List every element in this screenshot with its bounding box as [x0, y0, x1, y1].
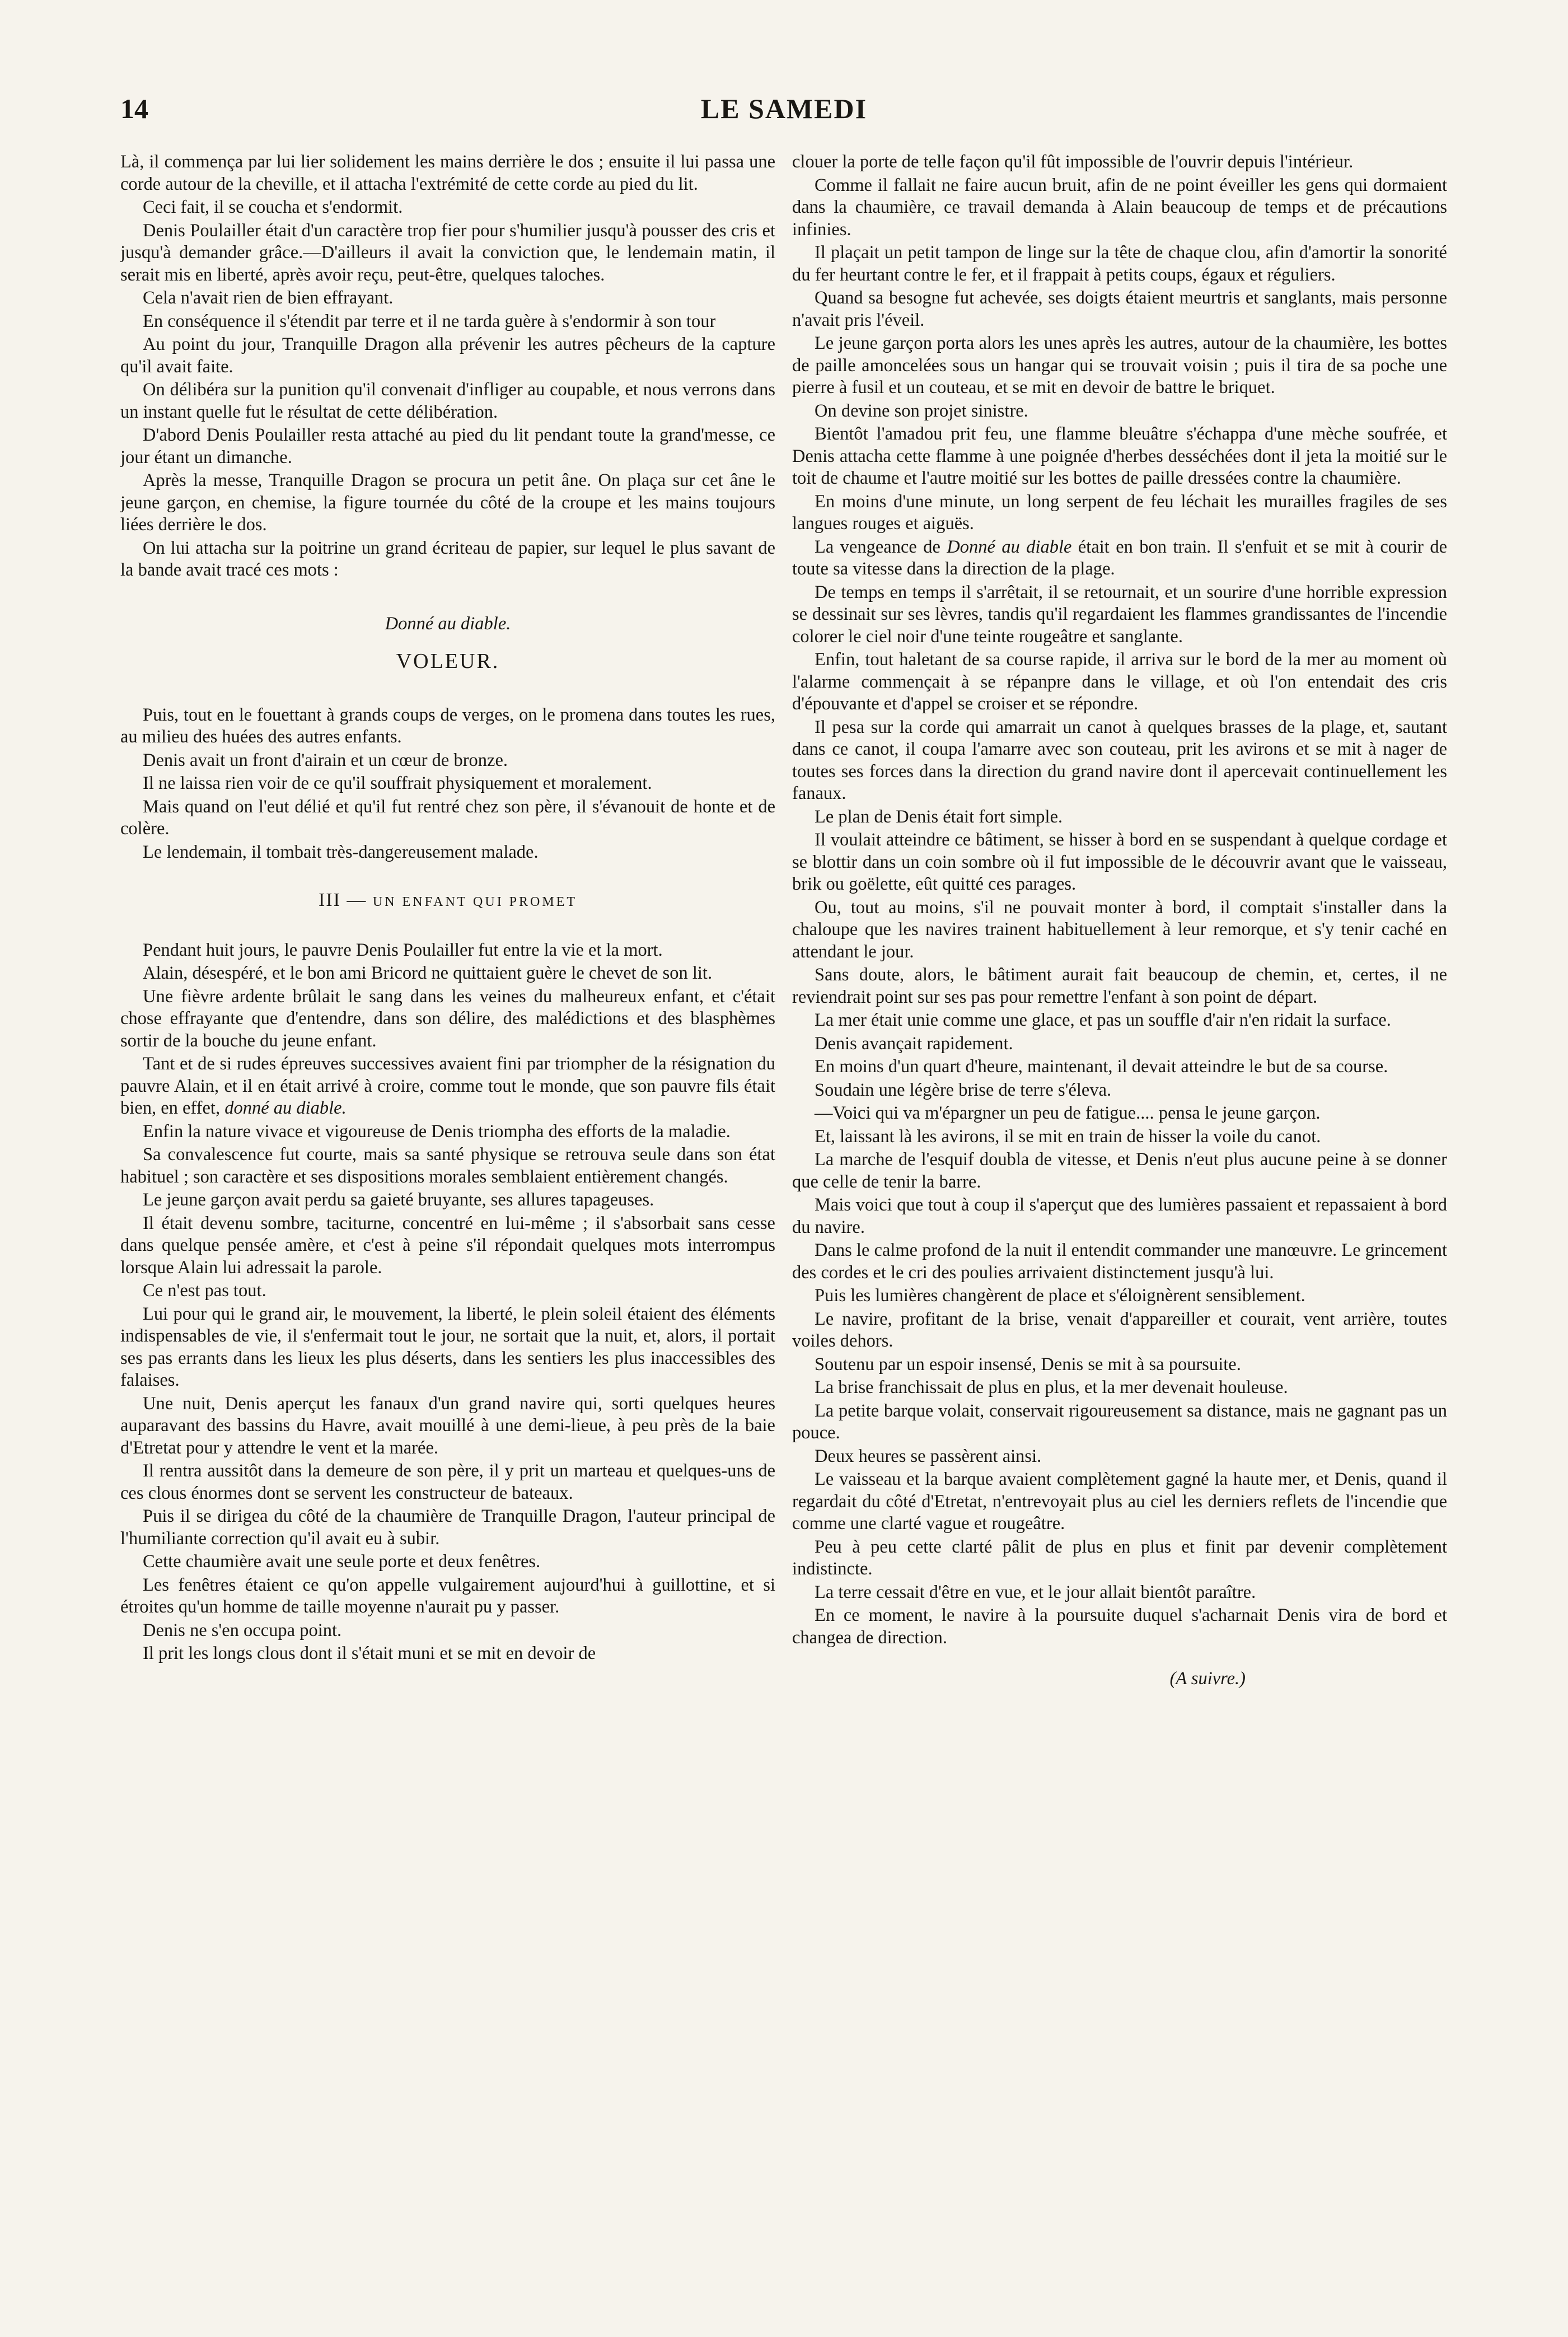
paragraph: Comme il fallait ne faire aucun bruit, afin de ne point éveiller les gens qui dormaient dans la chaumière, ce travail demanda à Alain beaucoup de temps et de précautions infinies.	[792, 175, 1447, 240]
paragraph-text: était en bon train. Il s'enfuit et se mit à courir de toute sa vitesse dans la direction de la plage.	[792, 536, 1447, 579]
paragraph: Ce n'est pas tout.	[143, 1280, 266, 1301]
paragraph: En ce moment, le navire à la poursuite duquel s'acharnait Denis vira de bord et changea de direction.	[792, 1605, 1447, 1648]
page-header	[120, 92, 1448, 132]
paragraph: Puis, tout en le fouettant à grands coups de verges, on le promena dans toutes les rues, au milieu des huées des autres enfants.	[120, 704, 775, 747]
paragraph: La mer était unie comme une glace, et pas un souffle d'air n'en ridait la surface.	[815, 1010, 1391, 1030]
paragraph: Enfin la nature vivace et vigoureuse de Denis triompha des efforts de la maladie.	[143, 1121, 731, 1142]
chapter-title: UN ENFANT QUI PROMET	[372, 895, 578, 909]
paragraph: Il pesa sur la corde qui amarrait un canot à quelques brasses de la plage, et, sautant dans ce canot, il coupa l'amarre avec son couteau, prit les avirons et se mit à nager de toutes ses forces dans la direction du grand navire dont il apercevait continuellement les fanaux.	[792, 717, 1447, 803]
paragraph: Sans doute, alors, le bâtiment aurait fait beaucoup de chemin, et, certes, il ne reviendrait point sur ses pas pour remettre l'enfant à son point de départ.	[792, 965, 1447, 1007]
italic-phrase: Donné au diable	[947, 536, 1072, 557]
paragraph: Il prit les longs clous dont il s'était muni et se mit en devoir de	[143, 1643, 596, 1663]
paragraph: Denis avançait rapidement.	[815, 1033, 1013, 1054]
paragraph: Il rentra aussitôt dans la demeure de son père, il y prit un marteau et quelques-uns de ces clous énormes dont se servent les constructeur de bateaux.	[120, 1461, 775, 1503]
paragraph: Une nuit, Denis aperçut les fanaux d'un grand navire qui, sorti quelques heures auparavant des bassins du Havre, avait mouillé à une demi-lieue, à peu près de la baie d'Etretat pour y attendre le vent et la marée.	[120, 1393, 775, 1458]
paragraph: Cette chaumière avait une seule porte et deux fenêtres.	[143, 1551, 541, 1572]
paragraph: Enfin, tout haletant de sa course rapide, il arriva sur le bord de la mer au moment où l'alarme commençait à se répanpre dans le village, et où l'on entendait des cris d'épouvante et d'appel se croiser et se répondre.	[792, 649, 1447, 714]
paragraph: Denis avait un front d'airain et un cœur de bronze.	[143, 750, 508, 770]
paragraph: Le plan de Denis était fort simple.	[815, 806, 1063, 827]
paragraph: clouer la porte de telle façon qu'il fût impossible de l'ouvrir depuis l'intérieur.	[792, 152, 1354, 172]
right-column	[792, 151, 1447, 2256]
paragraph: De temps en temps il s'arrêtait, il se retournait, et un sourire d'une horrible expression se dessinait sur ses lèvres, tandis qu'il regardaient les flammes grandissantes de l'incendie colorer le ciel noir d'une teinte rougeâtre et sanglante.	[792, 582, 1447, 647]
paragraph: Mais quand on l'eut délié et qu'il fut rentré chez son père, il s'évanouit de honte et de colère.	[120, 796, 775, 839]
to-be-continued: (A suivre.)	[1169, 1668, 1246, 1689]
italic-phrase: donné au diable.	[224, 1098, 347, 1118]
paragraph: Une fièvre ardente brûlait le sang dans les veines du malheureux enfant, et c'était chose effrayante que d'entendre, dans son délire, des malédictions et des blasphèmes sortir de la bouche du jeune enfant.	[120, 986, 775, 1051]
paragraph: La brise franchissait de plus en plus, et la mer devenait houleuse.	[815, 1377, 1288, 1397]
placard-quote: Donné au diable.	[385, 613, 511, 634]
paragraph: Le jeune garçon avait perdu sa gaieté bruyante, ses allures tapageuses.	[143, 1190, 654, 1210]
paragraph: En moins d'un quart d'heure, maintenant, il devait atteindre le but de sa course.	[815, 1057, 1388, 1077]
paragraph: Dans le calme profond de la nuit il entendit commander une manœuvre. Le grincement des cordes et le cri des poulies arrivaient distinctement jusqu'à lui.	[792, 1240, 1447, 1283]
paragraph: Bientôt l'amadou prit feu, une flamme bleuâtre s'échappa d'une mèche soufrée, et Denis attacha cette flamme à une poignée d'herbes desséchées dont il jeta la moitié sur le toit de chaume et l'autre moitié sur les bottes de paille dressées contre la chaumière.	[792, 424, 1447, 488]
paragraph-text: La vengeance de	[815, 536, 947, 557]
paragraph: Puis il se dirigea du côté de la chaumière de Tranquille Dragon, l'auteur principal de l'humiliante correction qu'il avait eu à subir.	[120, 1506, 775, 1549]
chapter-number: III —	[318, 890, 367, 910]
paragraph: Mais voici que tout à coup il s'aperçut que des lumières passaient et repassaient à bord du navire.	[792, 1195, 1447, 1237]
paragraph: Puis les lumières changèrent de place et s'éloignèrent sensiblement.	[815, 1286, 1305, 1306]
paragraph: Denis Poulailler était d'un caractère trop fier pour s'humilier jusqu'à pousser des cris et jusqu'à demander grâce.—D'ailleurs il avait la conviction que, le lendemain matin, il serait mis en liberté, après avoir reçu, peut-être, quelques taloches.	[120, 220, 775, 285]
paragraph: D'abord Denis Poulailler resta attaché au pied du lit pendant toute la grand'messe, ce jour étant un dimanche.	[120, 425, 775, 468]
paragraph	[120, 1053, 775, 1120]
paragraph: Le jeune garçon porta alors les unes après les autres, autour de la chaumière, les bottes de paille amoncelées sous un hangar qui se trouvait voisin ; puis il tira de sa poche une pierre à fusil et un couteau, et se mit en devoir de battre le briquet.	[792, 333, 1447, 398]
paragraph: Le lendemain, il tombait très-dangereusement malade.	[143, 842, 539, 862]
paragraph: Le navire, profitant de la brise, venait d'appareiller et courait, vent arrière, toutes voiles dehors.	[792, 1308, 1447, 1351]
paragraph: Et, laissant là les avirons, il se mit en train de hisser la voile du canot.	[815, 1126, 1321, 1147]
paragraph: Il voulait atteindre ce bâtiment, se hisser à bord en se suspendant à quelque cordage et se blottir dans un coin sombre où il fut impossible de le découvrir avant que le vaisseau, brik ou goëlette, eût quitté ces parages.	[792, 830, 1447, 894]
running-title: LE SAMEDI	[700, 93, 868, 124]
paragraph: Peu à peu cette clarté pâlit de plus en plus et finit par devenir complètement indistincte.	[792, 1536, 1447, 1579]
paragraph: Quand sa besogne fut achevée, ses doigts étaient meurtris et sanglants, mais personne n'avait pris l'éveil.	[792, 288, 1447, 330]
paragraph: Soutenu par un espoir insensé, Denis se mit à sa poursuite.	[815, 1354, 1241, 1375]
chapter-heading	[120, 889, 775, 914]
paragraph: Au point du jour, Tranquille Dragon alla prévenir les autres pêcheurs de la capture qu'il avait faite.	[120, 334, 775, 377]
paragraph: Il ne laissa rien voir de ce qu'il souffrait physiquement et moralement.	[143, 773, 652, 793]
paragraph: Lui pour qui le grand air, le mouvement, la liberté, le plein soleil étaient des éléments indispensables de vie, il s'enfermait tout le jour, ne sortait que la nuit, et, alors, il portait ses pas errants dans les lieux les plus déserts, dans les sentiers les plus inaccessibles des falaises.	[120, 1303, 775, 1390]
paragraph: Il était devenu sombre, taciturne, concentré en lui-même ; il s'absorbait sans cesse dans quelque pensée amère, et c'est à peine s'il répondait quelques mots interrompus lorsque Alain lui adressait la parole.	[120, 1213, 775, 1278]
paragraph: Cela n'avait rien de bien effrayant.	[143, 288, 394, 308]
paragraph: On délibéra sur la punition qu'il convenait d'infliger au coupable, et nous verrons dans un instant quelle fut le résultat de cette délibération.	[120, 380, 775, 422]
paragraph: Ou, tout au moins, s'il ne pouvait monter à bord, il comptait s'installer dans la chaloupe que les navires trainent habituellement à leur remorque, et s'y tenir caché en attendant le jour.	[792, 897, 1447, 962]
paragraph: Il plaçait un petit tampon de linge sur la tête de chaque clou, afin d'amortir la sonorité du fer heurtant contre le fer, et il frappait à petits coups, égaux et réguliers.	[792, 242, 1447, 285]
paragraph: On devine son projet sinistre.	[815, 400, 1028, 421]
paragraph: Alain, désespéré, et le bon ami Bricord ne quittaient guère le chevet de son lit.	[143, 963, 713, 983]
paragraph: Ceci fait, il se coucha et s'endormit.	[143, 197, 403, 217]
paragraph	[792, 536, 1447, 581]
paragraph: Après la messe, Tranquille Dragon se procura un petit âne. On plaça sur cet âne le jeune garçon, en chemise, la figure tournée du côté de la croupe et les mains toujours liées derrière le dos.	[120, 470, 775, 535]
page-number: 14	[120, 93, 148, 124]
paragraph: En moins d'une minute, un long serpent de feu léchait les murailles fragiles de ses langues rouges et aiguës.	[792, 491, 1447, 534]
paragraph: Là, il commença par lui lier solidement les mains derrière le dos ; ensuite il lui passa une corde autour de la cheville, et il attacha l'extrémité de cette corde au pied du lit.	[120, 152, 775, 194]
paragraph: Sa convalescence fut courte, mais sa santé physique se retrouva seule dans son état habituel ; son caractère et ses dispositions morales semblaient entièrement changés.	[120, 1144, 775, 1187]
paragraph: Les fenêtres étaient ce qu'on appelle vulgairement aujourd'hui à guillottine, et si étroites qu'un homme de taille moyenne n'aurait pu y passer.	[120, 1574, 775, 1617]
paragraph: On lui attacha sur la poitrine un grand écriteau de papier, sur lequel le plus savant de la bande avait tracé ces mots :	[120, 537, 775, 580]
paragraph: En conséquence il s'étendit par terre et il ne tarda guère à s'endormir à son tour	[143, 311, 716, 331]
paragraph: —Voici qui va m'épargner un peu de fatigue.... pensa le jeune garçon.	[815, 1103, 1321, 1123]
paragraph: La terre cessait d'être en vue, et le jour allait bientôt paraître.	[815, 1582, 1256, 1602]
left-column	[120, 151, 775, 2256]
paragraph: Le vaisseau et la barque avaient complètement gagné la haute mer, et Denis, quand il regardait du côté d'Etretat, n'entrevoyait plus au ciel les derniers reflets de l'incendie que comme une clarté vague et rougeâtre.	[792, 1469, 1447, 1534]
placard-sign: VOLEUR.	[396, 649, 500, 673]
paragraph: La marche de l'esquif doubla de vitesse, et Denis n'eut plus aucune peine à se donner que celle de tenir la barre.	[792, 1149, 1447, 1192]
paragraph: Soudain une légère brise de terre s'éleva.	[815, 1079, 1112, 1100]
paragraph: Pendant huit jours, le pauvre Denis Poulailler fut entre la vie et la mort.	[143, 940, 663, 960]
paragraph: La petite barque volait, conservait rigoureusement sa distance, mais ne gagnant pas un pouce.	[792, 1400, 1447, 1443]
paragraph-text: Tant et de si rudes épreuves successives avaient fini par triompher de la résignation du pauvre Alain, et il en était arrivé à croire, comme tout le monde, que son pauvre fils était bien, en effet,	[120, 1054, 775, 1118]
paragraph: Deux heures se passèrent ainsi.	[815, 1446, 1042, 1466]
paragraph: Denis ne s'en occupa point.	[143, 1620, 342, 1640]
